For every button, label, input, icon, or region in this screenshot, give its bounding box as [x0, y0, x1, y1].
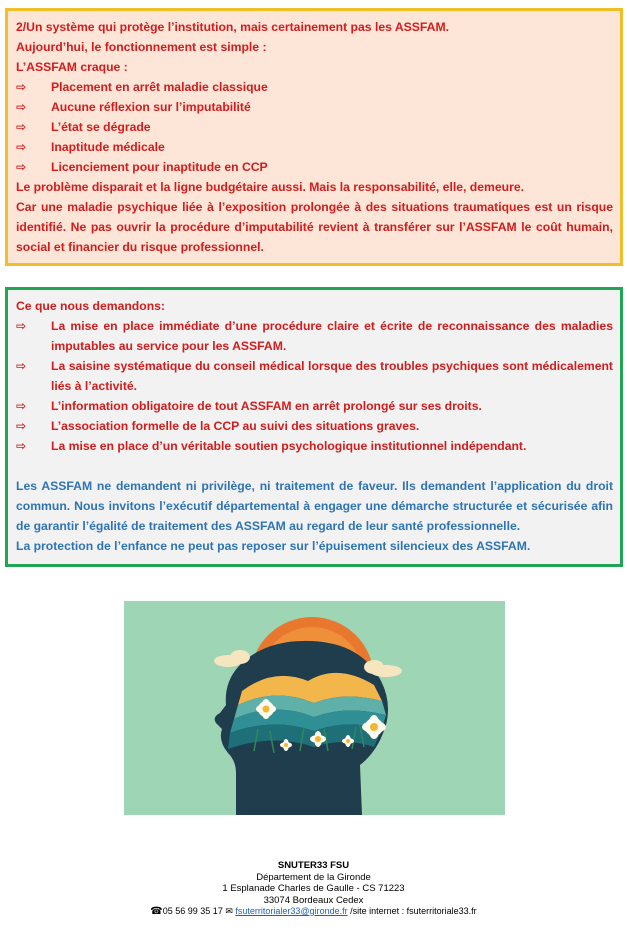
footer [0, 860, 627, 918]
list-item: ⇨ Placement en arrêt maladie classique [16, 77, 613, 97]
box1-heading: 2/Un système qui protège l’institution, mais certainement pas les ASSFAM. [16, 20, 449, 34]
arrow-right-icon: ⇨ [16, 80, 27, 94]
list-item: ⇨ Aucune réflexion sur l’imputabilité [16, 97, 613, 117]
department: Département de la Gironde [256, 871, 371, 883]
contact-line [0, 906, 627, 918]
arrow-right-icon: ⇨ [16, 439, 27, 453]
list-item: ⇨ L’information obligatoire de tout ASSFAM en arrêt prolongé sur ses droits. [16, 396, 613, 416]
city: 33074 Bordeaux Cedex [263, 894, 364, 906]
website: site internet : fsuterritoriale33.fr [352, 906, 477, 916]
address: 1 Esplanade Charles de Gaulle - CS 71223 [222, 883, 405, 894]
arrow-right-icon: ⇨ [16, 140, 27, 154]
envelope-icon: ✉ [225, 906, 233, 916]
imputability-box [5, 8, 623, 266]
box1-lead: L’ASSFAM craque : [16, 60, 128, 74]
arrow-right-icon: ⇨ [16, 359, 27, 373]
box2-closing: La protection de l’enfance ne peut pas reposer sur l’épuisement silencieux des ASSFAM. [16, 539, 531, 553]
list-item: ⇨ La mise en place d’un véritable soutien psychologique institutionnel indépendant. [16, 436, 613, 456]
box1-paragraph-1: Le problème disparait et la ligne budgétaire aussi. Mais la responsabilité, elle, demeure. [16, 180, 524, 194]
box1-intro: Aujourd’hui, le fonctionnement est simple : [16, 40, 267, 54]
box2-conclusion: Les ASSFAM ne demandent ni privilège, ni traitement de faveur. Ils demandent l’application du droit commun. Nous invitons l’exécutif départemental à engager une démarche structurée et sécurisée afin de garantir l’égalité de traitement des ASSFAM au regard de leur santé professionnelle. [16, 479, 613, 533]
arrow-right-icon: ⇨ [16, 399, 27, 413]
list-item: ⇨ La saisine systématique du conseil médical lorsque des troubles psychiques sont médicalement liés à l’activité. [16, 356, 613, 396]
arrow-right-icon: ⇨ [16, 319, 27, 333]
phone-icon: ☎ [150, 906, 163, 917]
arrow-right-icon: ⇨ [16, 120, 27, 134]
head-illustration [124, 601, 505, 815]
list-item: ⇨ L’association formelle de la CCP au suivi des situations graves. [16, 416, 613, 436]
arrow-right-icon: ⇨ [16, 419, 27, 433]
box1-paragraph-2: Car une maladie psychique liée à l’exposition prolongée à des situations traumatiques est un risque identifié. Ne pas ouvrir la procédure d’imputabilité revient à transférer sur l’ASSFAM le coût humain, social et financier du risque professionnel. [16, 200, 613, 254]
list-item: ⇨ La mise en place immédiate d’une procédure claire et écrite de reconnaissance des maladies imputables au service pour les ASSFAM. [16, 316, 613, 356]
org-name: SNUTER33 FSU [277, 860, 350, 871]
list-item: ⇨ L’état se dégrade [16, 117, 613, 137]
list-item: ⇨ Licenciement pour inaptitude en CCP [16, 157, 613, 177]
box2-heading: Ce que nous demandons: [16, 299, 165, 313]
demands-box [5, 287, 623, 567]
email-link[interactable]: fsuterritorialer33@gironde.fr [235, 906, 348, 916]
arrow-right-icon: ⇨ [16, 160, 27, 174]
arrow-right-icon: ⇨ [16, 100, 27, 114]
site-separator: / [350, 906, 353, 916]
phone-number: 05 56 99 35 17 [162, 906, 223, 916]
list-item: ⇨ Inaptitude médicale [16, 137, 613, 157]
